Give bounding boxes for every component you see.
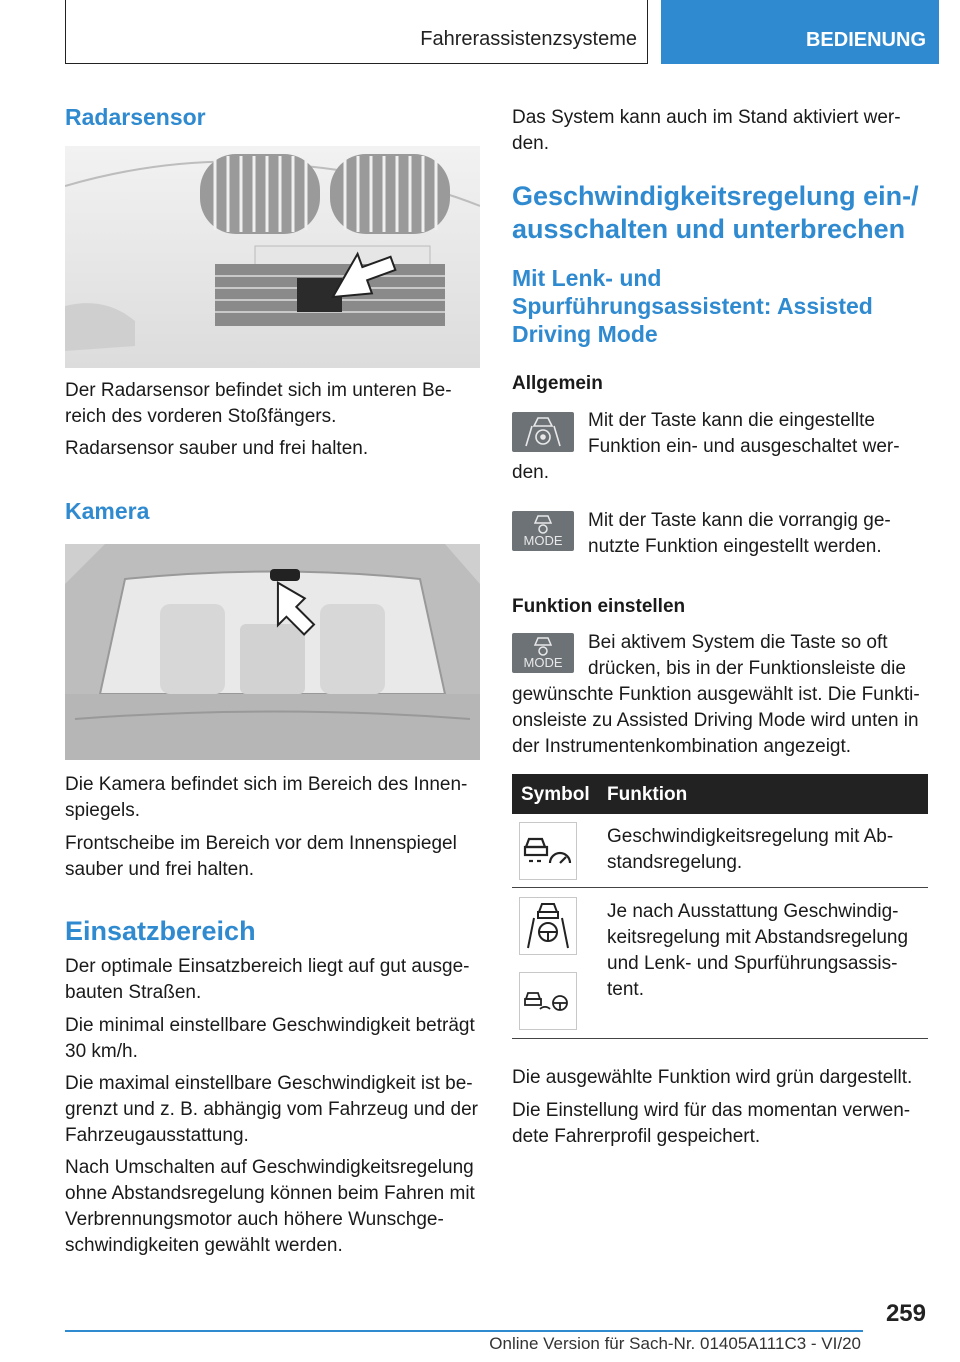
table-header	[512, 774, 928, 814]
mode-button-icon-2	[512, 633, 574, 673]
funktion-line-2: drücken, bis in der Funktionsleiste die	[588, 658, 906, 679]
subheading-line-3: Driving Mode	[512, 321, 658, 347]
heading-allgemein: Allgemein	[512, 373, 603, 394]
allgemein-text-2a: Mit der Taste kann die vorrangig ge-	[588, 510, 891, 531]
camera-text-1: Die Kamera befindet sich im Bereich des Innen-	[65, 774, 468, 795]
heading-line-2: ausschalten und unterbrechen	[512, 214, 906, 244]
table-row-divider-1	[512, 887, 928, 888]
funktion-line-5: der Instrumentenkombination angezeigt.	[512, 736, 852, 757]
allgemein-text-1c: den.	[512, 462, 549, 483]
table-row2-line1: Je nach Ausstattung Geschwindig-	[607, 901, 899, 922]
header-section-title: Fahrerassistenzsysteme	[420, 28, 637, 50]
radar-text-2: Radarsensor sauber und frei halten.	[65, 438, 369, 459]
outro-line-1: Die ausgewählte Funktion wird grün dargestellt.	[512, 1067, 913, 1088]
einsatz-line-1: Der optimale Einsatzbereich liegt auf gut ausge-	[65, 956, 470, 977]
einsatz-line-8: Nach Umschalten auf Geschwindigkeitsregelung	[65, 1157, 474, 1178]
acc-steering-icon	[519, 972, 577, 1030]
footer-version: Online Version für Sach-Nr. 01405A111C3 - VI/20	[489, 1334, 861, 1353]
heading-assisted-driving-mode	[512, 264, 873, 348]
outro-line-3: dete Fahrerprofil gespeichert.	[512, 1126, 761, 1147]
heading-einsatzbereich: Einsatzbereich	[65, 916, 256, 946]
acc-distance-icon	[519, 822, 577, 880]
einsatz-line-11: schwindigkeiten gewählt werden.	[65, 1235, 343, 1256]
mode-label: MODE	[523, 533, 563, 548]
table-header-symbol: Symbol	[521, 784, 590, 805]
heading-kamera: Kamera	[65, 498, 150, 524]
einsatz-line-10: Verbrennungsmotor auch höhere Wunschge-	[65, 1209, 444, 1230]
funktion-line-1: Bei aktivem System die Taste so oft	[588, 632, 888, 653]
subheading-line-2: Spurführungsassistent: Assisted	[512, 293, 873, 319]
einsatz-line-9: ohne Abstandsregelung können beim Fahren mit	[65, 1183, 475, 1204]
funktion-line-3: gewünschte Funktion ausgewählt ist. Die Funkti-	[512, 684, 920, 705]
einsatz-line-4: 30 km/h.	[65, 1041, 138, 1062]
einsatz-line-7: Fahrzeugausstattung.	[65, 1125, 249, 1146]
page-number: 259	[885, 1300, 926, 1327]
outro-line-2: Die Einstellung wird für das momentan verwen-	[512, 1100, 911, 1121]
allgemein-text-1a: Mit der Taste kann die eingestellte	[588, 410, 875, 431]
radar-sensor-image	[65, 146, 480, 368]
radar-text-1: Der Radarsensor befindet sich im unteren Be-	[65, 380, 452, 401]
allgemein-text-2b: nutzte Funktion eingestellt werden.	[588, 536, 882, 557]
heading-funktion-einstellen: Funktion einstellen	[512, 596, 686, 617]
table-row1-line2: standsregelung.	[607, 852, 743, 873]
table-row2-line4: tent.	[607, 979, 644, 1000]
mode-button-icon	[512, 511, 574, 551]
einsatz-line-3: Die minimal einstellbare Geschwindigkeit beträgt	[65, 1015, 475, 1036]
heading-geschwindigkeitsregelung	[512, 180, 919, 246]
table-header-funktion: Funktion	[607, 784, 688, 805]
radar-text-1b: reich des vorderen Stoßfängers.	[65, 406, 337, 427]
einsatz-line-6: grenzt und z. B. abhängig vom Fahrzeug und der	[65, 1099, 478, 1120]
table-row1-line1: Geschwindigkeitsregelung mit Ab-	[607, 826, 894, 847]
intro-line-1: Das System kann auch im Stand aktiviert wer-	[512, 107, 901, 128]
camera-text-2: Frontscheibe im Bereich vor dem Innenspiegel	[65, 833, 457, 854]
funktion-line-4: onsleiste zu Assisted Driving Mode wird unten in	[512, 710, 919, 731]
einsatz-line-5: Die maximal einstellbare Geschwindigkeit ist be-	[65, 1073, 473, 1094]
assist-button-icon	[512, 412, 574, 452]
header-chapter-label: BEDIENUNG	[805, 29, 926, 51]
camera-text-1b: spiegels.	[65, 800, 140, 821]
camera-text-2b: sauber und frei halten.	[65, 859, 255, 880]
subheading-line-1: Mit Lenk- und	[512, 265, 662, 291]
mode-label-2: MODE	[523, 655, 563, 670]
footer-rule	[65, 1330, 863, 1332]
heading-radarsensor: Radarsensor	[65, 104, 206, 130]
table-row2-line2: keitsregelung mit Abstandsregelung	[607, 927, 909, 948]
heading-line-1: Geschwindigkeitsregelung ein-/	[512, 181, 919, 211]
intro-line-2: den.	[512, 133, 549, 154]
steering-assist-icon	[519, 897, 577, 955]
table-row-divider-2	[512, 1038, 928, 1039]
camera-image	[65, 544, 480, 760]
allgemein-text-1b: Funktion ein- und ausgeschaltet wer-	[588, 436, 900, 457]
einsatz-line-2: bauten Straßen.	[65, 982, 202, 1003]
table-row2-line3: und Lenk- und Spurführungsassis-	[607, 953, 898, 974]
